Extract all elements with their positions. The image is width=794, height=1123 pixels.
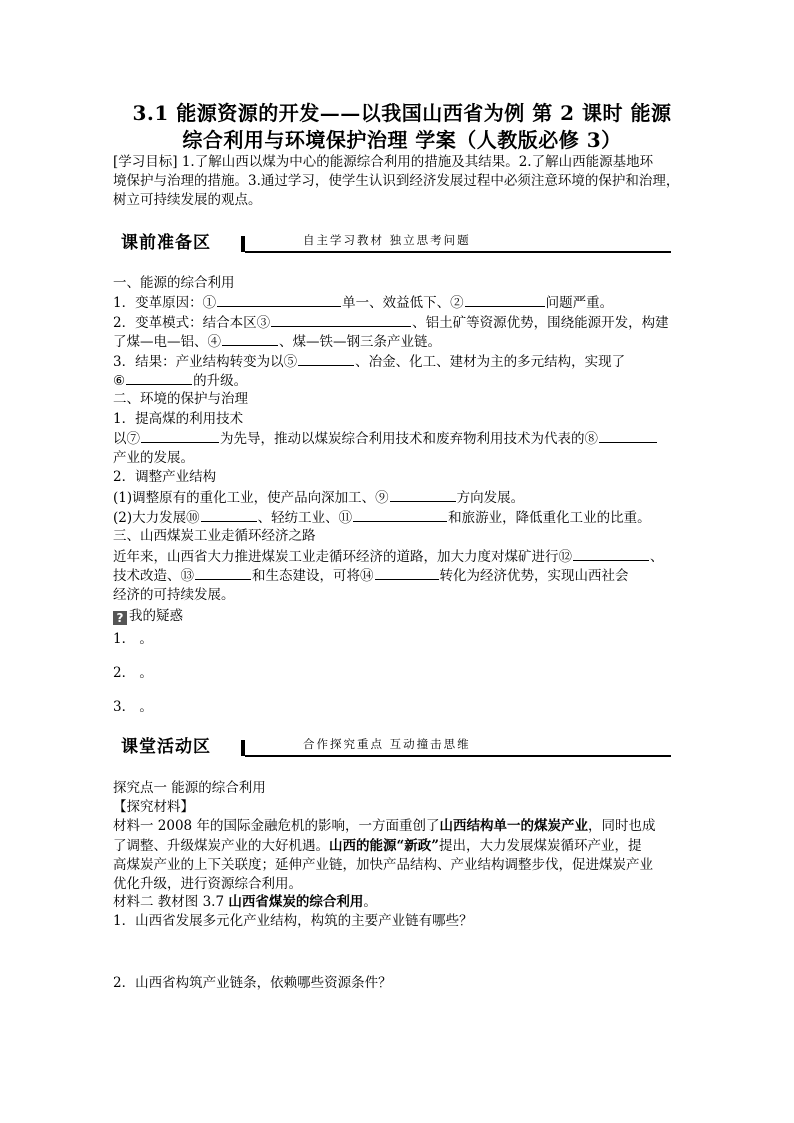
question-2: 2．山西省构筑产业链条，依赖哪些资源条件？ xyxy=(113,975,392,991)
blank-11[interactable] xyxy=(353,508,447,522)
objectives-line-2: 境保护与治理的措施。3.通过学习，使学生认识到经济发展过程中必须注意环境的保护和治理， xyxy=(113,173,680,189)
section-banner-preview xyxy=(113,230,671,256)
text-segment: 和生态建设，可将⑭ xyxy=(252,568,374,584)
subheading-industry: 2．调整产业结构 xyxy=(113,469,217,485)
text-segment-bold: 山西的能源“新政” xyxy=(329,838,440,854)
material-1-line-2 xyxy=(113,837,642,855)
blank-3[interactable] xyxy=(271,313,411,327)
banner-rule xyxy=(245,251,671,253)
text-segment: 了煤—电—铝、④ xyxy=(113,334,221,350)
blank-5[interactable] xyxy=(298,352,354,366)
text-segment: 单一、效益低下、② xyxy=(342,295,464,311)
text-segment-bold: 山西省煤炭的综合利用 xyxy=(228,894,364,910)
fill-line-7 xyxy=(113,429,658,448)
objectives-line-3: 树立可持续发展的观点。 xyxy=(113,192,262,208)
fill-line-13 xyxy=(113,566,629,585)
question-1: 1．山西省发展多元化产业结构，构筑的主要产业链有哪些？ xyxy=(113,913,473,929)
text-segment: 了调整、升级煤炭产业的大好机遇。 xyxy=(113,838,329,854)
blank-13[interactable] xyxy=(195,566,251,580)
page-title-line-1: 3.1 能源资源的开发——以我国山西省为例 第 2 课时 能源 xyxy=(132,101,672,125)
text-segment: 问题严重。 xyxy=(545,295,614,311)
text-segment: ，同时也成 xyxy=(587,818,656,834)
subheading-coal-tech: 1．提高煤的利用技术 xyxy=(113,411,244,427)
doubt-item-2: 2． 。 xyxy=(113,665,153,681)
material-1-line-1 xyxy=(113,817,655,835)
fill-line-3 xyxy=(113,332,441,351)
text-segment: 、煤—铁—钢三条产业链。 xyxy=(279,334,441,350)
banner-bar xyxy=(241,740,245,756)
text-segment: 2．变革模式：结合本区③ xyxy=(113,315,271,331)
doubt-item-1: 1． 。 xyxy=(113,631,153,647)
text-segment: 的升级。 xyxy=(193,373,248,389)
text-segment: 技术改造、⑬ xyxy=(113,568,194,584)
doubt-label: 我的疑惑 xyxy=(129,608,183,624)
blank-9[interactable] xyxy=(390,488,456,502)
doubt-item-3: 3． 。 xyxy=(113,699,153,715)
question-mark-icon: ? xyxy=(113,611,127,625)
text-segment: 、冶金、化工、建材为主的多元结构，实现了 xyxy=(355,354,626,370)
fill-line-11 xyxy=(113,508,651,527)
blank-12[interactable] xyxy=(573,547,649,561)
fill-line-12 xyxy=(113,547,664,566)
fill-line-2 xyxy=(113,313,669,332)
materials-heading: 【探究材料】 xyxy=(113,799,194,815)
text-segment: 近年来，山西省大力推进煤炭工业走循环经济的道路，加大力度对煤矿进行⑫ xyxy=(113,549,572,565)
material-1-line-4: 优化升级，进行资源综合利用。 xyxy=(113,876,302,892)
blank-14[interactable] xyxy=(375,566,439,580)
fill-line-1 xyxy=(113,293,613,312)
text-segment: 和旅游业，降低重化工业的比重。 xyxy=(448,510,651,526)
text-segment: 方向发展。 xyxy=(456,490,525,506)
blank-4[interactable] xyxy=(222,332,278,346)
text-segment: 材料二 教材图 3.7 xyxy=(113,894,229,910)
text-segment: ⑥ xyxy=(113,373,126,389)
text-line-8: 产业的发展。 xyxy=(113,450,194,466)
banner-subtitle: 合作探究重点 互动撞击思维 xyxy=(303,737,471,751)
text-segment: 为先导，推动以煤炭综合利用技术和废弃物利用技术为代表的⑧ xyxy=(220,431,598,447)
text-segment: 、 xyxy=(650,549,664,565)
blank-2[interactable] xyxy=(465,293,545,307)
text-segment: 3．结果：产业结构转变为以⑤ xyxy=(113,354,298,370)
text-segment-bold: 山西结构单一的煤炭产业 xyxy=(439,818,588,834)
material-1-line-3: 高煤炭产业的上下关联度；延伸产业链，加快产品结构、产业结构调整步伐，促进煤炭产业 xyxy=(113,857,653,873)
blank-1[interactable] xyxy=(217,293,341,307)
heading-circular-economy: 三、山西煤炭工业走循环经济之路 xyxy=(113,528,316,544)
heading-energy-use: 一、能源的综合利用 xyxy=(113,275,235,291)
blank-7[interactable] xyxy=(141,429,219,443)
text-segment: 提出，大力发展煤炭循环产业，提 xyxy=(439,838,642,854)
blank-6[interactable] xyxy=(126,371,192,385)
text-segment: 1．变革原因：① xyxy=(113,295,217,311)
doubt-heading xyxy=(113,607,183,625)
objectives-line-1: [学习目标] 1.了解山西以煤为中心的能源综合利用的措施及其结果。2.了解山西能源基地环 xyxy=(113,154,654,170)
text-segment: 、铝土矿等资源优势，围绕能源开发，构建 xyxy=(412,315,669,331)
material-2-line xyxy=(113,893,377,911)
banner-subtitle: 自主学习教材 独立思考问题 xyxy=(303,233,471,247)
text-segment: (1)调整原有的重化工业，使产品向深加工、⑨ xyxy=(113,490,389,506)
page-title-line-2: 综合利用与环境保护治理 学案（人教版必修 3） xyxy=(182,128,622,152)
heading-environment: 二、环境的保护与治理 xyxy=(113,391,248,407)
text-segment: 、轻纺工业、⑪ xyxy=(257,510,353,526)
blank-10[interactable] xyxy=(201,508,257,522)
text-segment: 转化为经济优势，实现山西社会 xyxy=(439,568,629,584)
banner-label: 课前准备区 xyxy=(121,233,211,253)
text-segment: (2)大力发展⑩ xyxy=(113,510,200,526)
text-segment: 材料一 2008 年的国际金融危机的影响，一方面重创了 xyxy=(113,818,440,834)
section-banner-classroom xyxy=(113,734,671,760)
inquiry-point-1: 探究点一 能源的综合利用 xyxy=(113,780,266,796)
text-line-14: 经济的可持续发展。 xyxy=(113,587,235,603)
fill-line-10 xyxy=(113,488,524,507)
fill-line-5 xyxy=(113,371,247,390)
banner-label: 课堂活动区 xyxy=(121,737,211,757)
text-segment: 以⑦ xyxy=(113,431,140,447)
banner-rule xyxy=(245,755,671,757)
blank-8[interactable] xyxy=(599,429,657,443)
text-segment: 。 xyxy=(363,894,377,910)
fill-line-4 xyxy=(113,352,625,371)
banner-bar xyxy=(241,236,245,252)
